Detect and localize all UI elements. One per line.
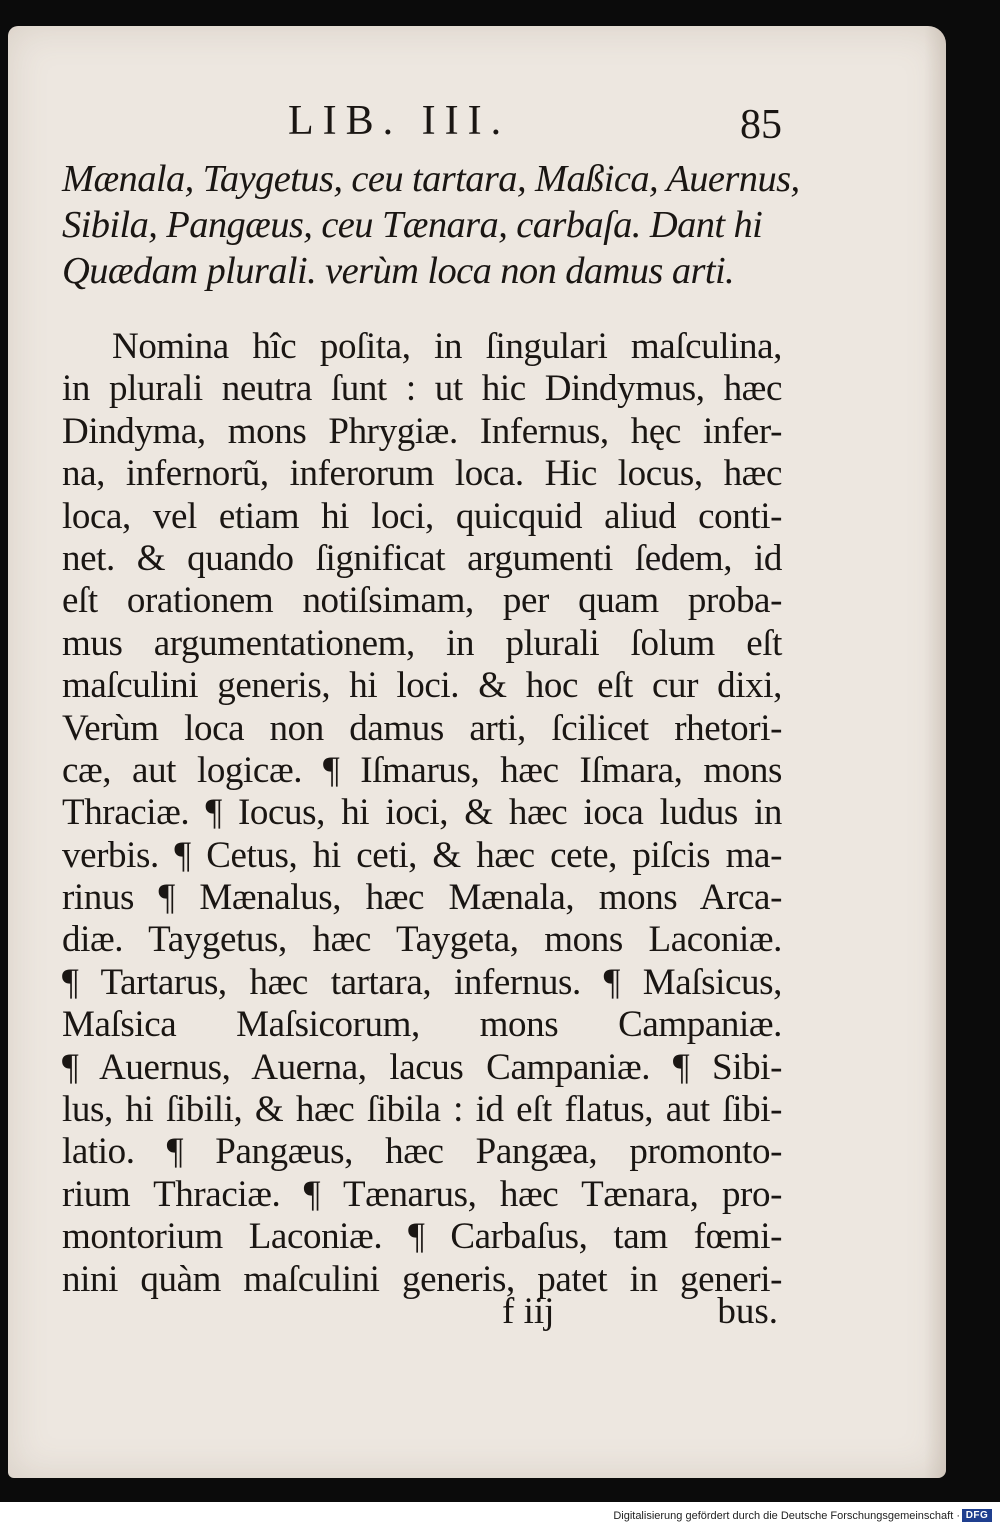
digitization-credit: Digitalisierung gefördert durch die Deutsche Forschungsgemeinschaft · [613,1510,960,1522]
verse-line: Sibila, Pangæus, ceu Tænara, carbaſa. Dant hi [62,204,763,246]
commentary-line: Maſsica Maſsicorum, mons Campaniæ. [62,1004,782,1046]
commentary-line: rium Thraciæ. ¶ Tænarus, hæc Tænara, pro- [62,1173,782,1215]
commentary-line: latio. ¶ Pangæus, hæc Pangæa, promonto- [62,1131,782,1173]
running-head [62,98,782,148]
commentary-line: montorium Laconiæ. ¶ Carbaſus, tam fœmi- [62,1216,782,1258]
commentary-line: lus, hi ſibili, & hæc ſibila : id eſt flatus, aut ſibi- [62,1089,782,1131]
running-head-title: LIB. III. [288,98,511,144]
commentary-line: ¶ Tartarus, hæc tartara, infernus. ¶ Maſsicus, [62,961,782,1003]
commentary-line: loca, vel etiam hi loci, quicquid aliud conti- [62,495,782,537]
signature-mark: f iij [502,1291,555,1332]
commentary-line: Nomina hîc poſita, in ſingulari maſculina, [112,326,782,367]
verse-block [62,156,800,294]
commentary-line: nini quàm maſculini generis, patet in generi- [62,1258,782,1300]
commentary-line: rinus ¶ Mænalus, hæc Mænala, mons Arca- [62,877,782,919]
commentary-line: eſt orationem notiſsimam, per quam proba- [62,580,782,622]
commentary-line: Dindyma, mons Phrygiæ. Infernus, hęc infer- [62,410,782,452]
page-number: 85 [740,102,782,148]
catchword: bus. [717,1291,778,1332]
page-edge-shadow [924,26,946,1478]
commentary-line: Thraciæ. ¶ Iocus, hi ioci, & hæc ioca ludus in [62,792,782,834]
commentary-line: maſculini generis, hi loci. & hoc eſt cur dixi, [62,665,782,707]
verse-line: Quædam plurali. verùm loca non damus arti. [62,250,735,292]
commentary-line: diæ. Taygetus, hæc Taygeta, mons Laconiæ. [62,919,782,961]
signature-line [62,1290,782,1334]
commentary-line: mus argumentationem, in plurali ſolum eſt [62,622,782,664]
commentary-line: verbis. ¶ Cetus, hi ceti, & hæc cete, piſcis ma- [62,834,782,876]
commentary-block [62,326,782,1301]
commentary-line: in plurali neutra ſunt : ut hic Dindymus, hæc [62,368,782,410]
verse-line: Mænala, Taygetus, ceu tartara, Maßica, Auernus, [62,158,800,200]
dfg-logo: DFG [962,1509,992,1522]
commentary-line: ¶ Auernus, Auerna, lacus Campaniæ. ¶ Sibi- [62,1046,782,1088]
commentary-line: na, infernorũ, inferorum loca. Hic locus, hæc [62,453,782,495]
commentary-line: net. & quando ſignificat argumenti ſedem, id [62,537,782,579]
commentary-line: Verùm loca non damus arti, ſcilicet rhetori- [62,707,782,749]
commentary-line: cæ, aut logicæ. ¶ Iſmarus, hæc Iſmara, mons [62,749,782,791]
